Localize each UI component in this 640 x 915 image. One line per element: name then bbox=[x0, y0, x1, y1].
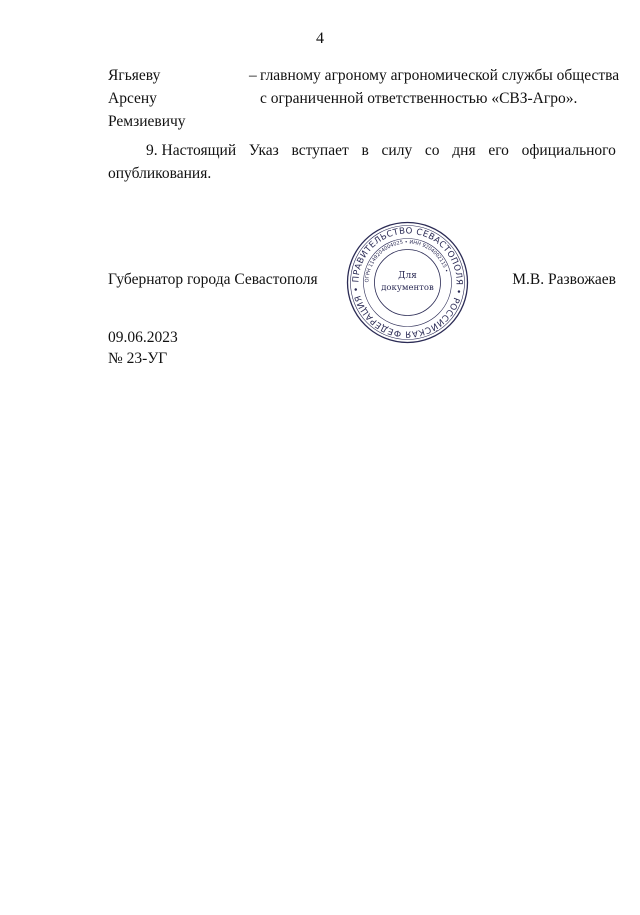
signatory-name: М.В. Развожаев bbox=[512, 271, 616, 288]
clause-word: 9. Настоящий bbox=[146, 142, 237, 159]
appointee-patronymic: Ремзиевичу bbox=[108, 113, 186, 130]
clause-word: в bbox=[361, 142, 369, 159]
clause-word: вступает bbox=[291, 142, 349, 159]
official-seal bbox=[345, 220, 470, 345]
clause-word: его bbox=[488, 142, 509, 159]
document-requisites bbox=[108, 327, 178, 369]
appointee-surname: Ягьяеву bbox=[108, 67, 161, 84]
appointee-name bbox=[108, 64, 248, 133]
clause-word: Указ bbox=[248, 142, 279, 159]
appointee-first-name: Арсену bbox=[108, 90, 157, 107]
seal-center-line-2: документов bbox=[381, 283, 434, 293]
clause-word: дня bbox=[452, 142, 476, 159]
appointee-position-line-1: главному агроному агрономической службы общества bbox=[260, 67, 620, 84]
clause-word: официального bbox=[521, 142, 616, 159]
document-date: 09.06.2023 bbox=[108, 329, 178, 346]
document-number: № 23-УГ bbox=[108, 350, 168, 367]
appointee-position bbox=[260, 64, 620, 110]
appointee-dash: – bbox=[249, 67, 257, 84]
appointee-position-line-2: с ограниченной ответственностью «СВЗ-Агро». bbox=[260, 90, 578, 107]
seal-outer-text: ПРАВИТЕЛЬСТВО СЕВАСТОПОЛЯ • РОССИЙСКАЯ ФЕДЕРАЦИЯ • bbox=[351, 226, 464, 339]
page-number: 4 bbox=[316, 30, 324, 47]
clause-9 bbox=[108, 139, 616, 185]
clause-word: со bbox=[424, 142, 440, 159]
clause-word: силу bbox=[381, 142, 413, 159]
seal-center-line-1: Для bbox=[398, 271, 417, 281]
seal-inner-text: ОГРН 1149204004025 • ИНН 9204002115 • bbox=[364, 239, 450, 283]
clause-9-line-1 bbox=[108, 139, 616, 162]
clause-9-line-2: опубликования. bbox=[108, 165, 212, 182]
signatory-title: Губернатор города Севастополя bbox=[108, 271, 318, 288]
